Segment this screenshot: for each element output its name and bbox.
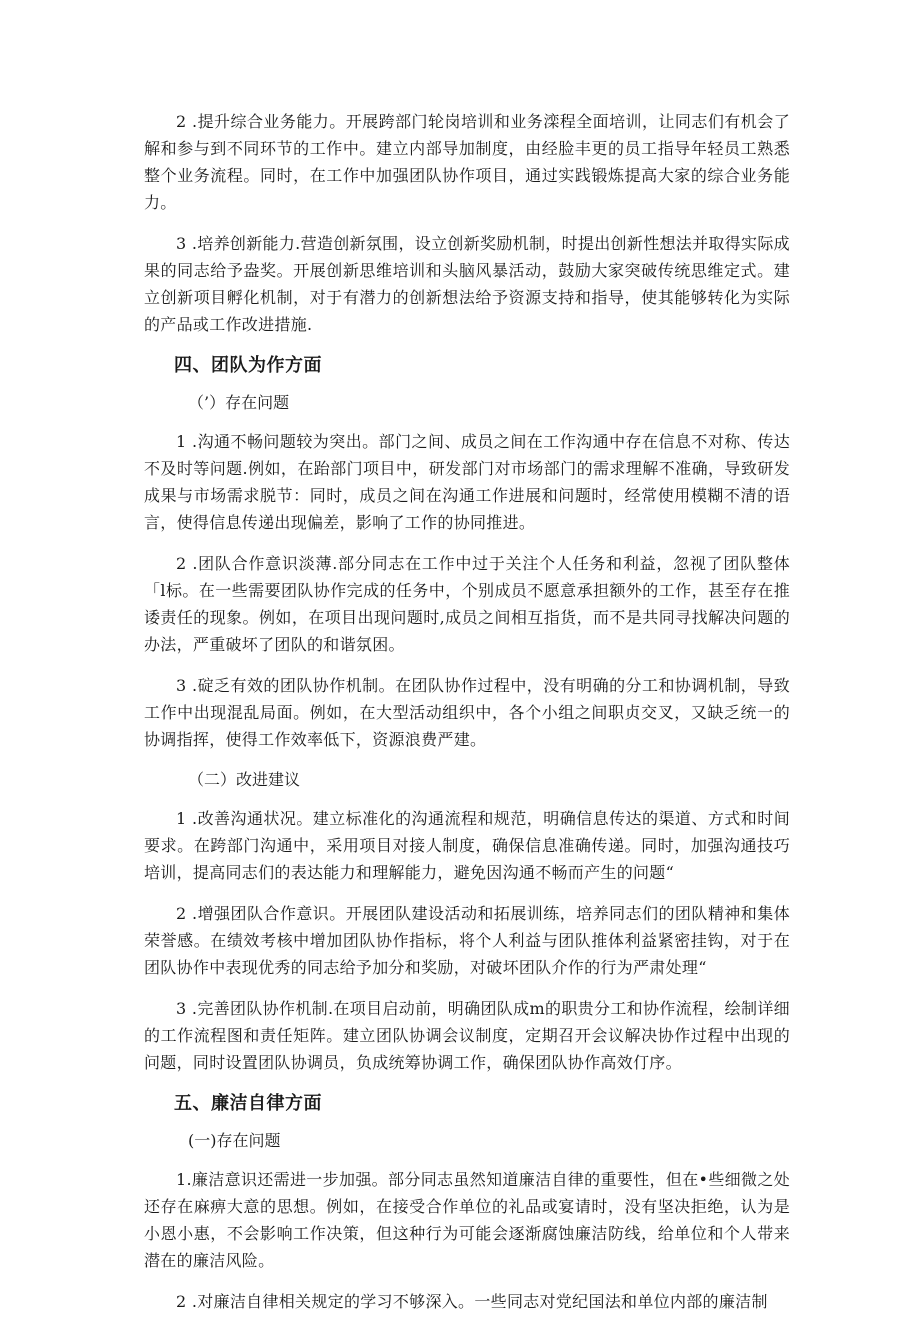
subheading-problems: （’）存在问题 bbox=[188, 393, 290, 412]
paragraph: 3 .培养创新能力.营造创新氛围，设立创新奖励机制，时提出创新性想法并取得实际成果的同志给予盎奖。开展创新思维培训和头脑风暴活动，鼓励大家突破传统思维定式。建立创新项目孵化机制，对于有潜力的创新想法给予资源支持和指导，使其能够转化为实际的产品或工作改进措施. bbox=[144, 234, 790, 334]
paragraph: 3 .碇乏有效的团队协作机制。在团队协作过程中，没有明确的分工和协调机制，导致工作中出现混乱局面。例如，在大型活动组织中，各个小组之间职贞交叉，又缺乏统一的协调指挥，使得工作效率低下，资源浪费严建。 bbox=[144, 676, 790, 749]
paragraph: 1 .改善沟通状况。建立标准化的沟通流程和规范，明确信息传达的渠道、方式和时间要求。在跨部门沟通中，采用项目对接人制度，确保信息准确传递。同时，加强沟通技巧培训，提高同志们的表达能力和理解能力，避免因沟通不畅而产生的问题“ bbox=[144, 809, 790, 882]
subheading-suggestions: （二）改进建议 bbox=[188, 770, 301, 789]
paragraph: 1.廉洁意识还需进一步加强。部分同志虽然知道廉洁自律的重要性，但在•些细微之处还存在麻痹大意的思想。例如，在接受合作单位的礼品或宴请时，没有坚决拒绝，认为是小恩小惠，不会影响工作决策，但这种行为可能会逐渐腐蚀廉洁防线，给单位和个人带来潜在的廉洁风险。 bbox=[144, 1170, 790, 1270]
paragraph: 1 .沟通不畅问题较为突出。部门之间、成员之间在工作沟通中存在信息不对称、传达不及时等问题.例如，在跆部门项目中，研发部门对市场部门的需求理解不准确，导致研发成果与市场需求脱节：同时，成员之间在沟通工作进展和问题时，经常使用模糊不清的语言，使得信息传递出现偏差，影响了工作的协同推进。 bbox=[144, 432, 790, 532]
paragraph: 2 .提升综合业务能力。开展跨部门轮岗培训和业务滦程全面培训，让同志们有机会了解和参与到不同环节的工作中。建立内部导加制度，由经脸丰更的员工指导年轻员工熟悉整个业务流程。同时，在工作中加强团队协作项目，通过实践锻炼提高大家的综合业务能力。 bbox=[144, 112, 790, 212]
paragraph: 3 .完善团队协作机制.在项目启动前，明确团队成m的职贵分工和协作流程，绘制详细的工作流程图和责任矩阵。建立团队协调会议制度，定期召开会议解决协作过程中出现的问题，同时设置团队协调员，负成统筹协调工作，确保团队协作高效仃序。 bbox=[144, 999, 790, 1072]
document-body bbox=[144, 108, 790, 1329]
paragraph: 2 .团队合作意识淡薄.部分同志在工作中过于关注个人任务和利益，忽视了团队整体「l标。在一些需要团队协作完成的任务中，个别成员不愿意承担额外的工作，甚至存在推诿责任的现象。例如，在项目出现问题时,成员之间相互指货，而不是共同寻找解决问题的办法，严重破坏了团队的和谐氛困。 bbox=[144, 554, 790, 654]
section-heading-teamwork: 四、团队为作方面 bbox=[174, 355, 322, 376]
paragraph: 2 .对廉洁自律相关规定的学习不够深入。一些同志对党纪国法和单位内部的廉洁制 bbox=[176, 1292, 768, 1311]
subheading-problems: (一)存在问题 bbox=[188, 1131, 281, 1150]
paragraph: 2 .增强团队合作意识。开展团队建设活动和拓展训练，培养同志们的团队精神和集体荣誉感。在绩效考核中增加团队协作指标，将个人利益与团队推体利益紧密挂钩，对于在团队协作中表现优秀的同志给予加分和奖励，对破坏团队介作的行为严肃处理“ bbox=[144, 904, 790, 977]
section-heading-integrity: 五、廉洁自律方面 bbox=[174, 1093, 322, 1114]
